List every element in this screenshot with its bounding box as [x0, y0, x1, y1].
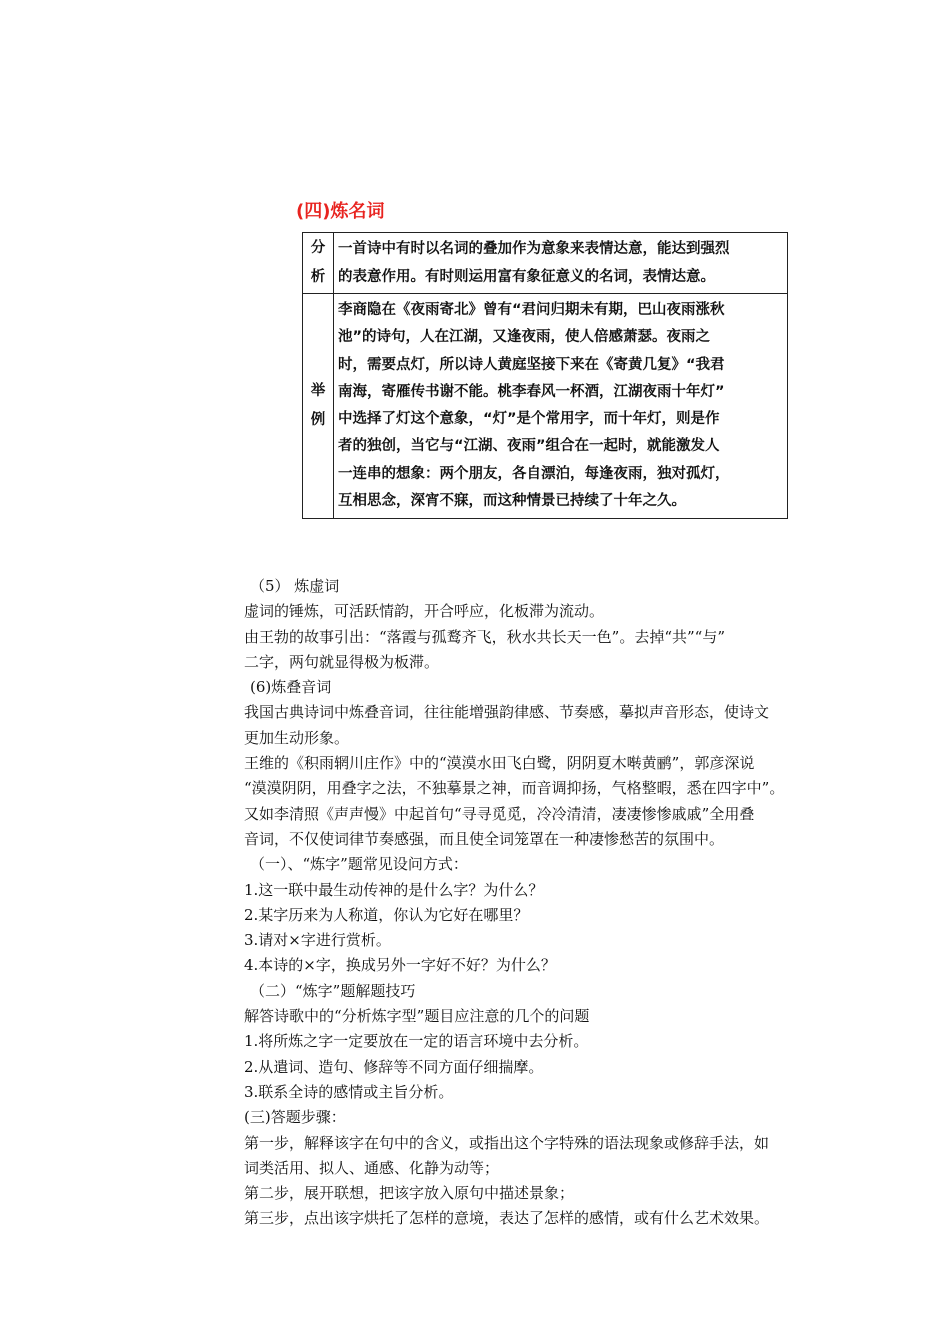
example-content — [334, 294, 788, 519]
content-line: 池”的诗句，人在江湖，又逢夜雨，使人倍感萧瑟。夜雨之 — [338, 329, 711, 346]
list-item: 2.某字历来为人称道，你认为它好在哪里？ — [244, 905, 529, 924]
paragraph-line: 王维的《积雨辋川庄作》中的“漠漠水田飞白鹭，阴阴夏木啭黄鹂”，郭彦深说 — [244, 754, 755, 773]
label-char: 分 — [310, 240, 326, 256]
table-row-analysis — [303, 233, 788, 294]
content-line: 南海，寄雁传书谢不能。桃李春风一杯酒，江湖夜雨十年灯” — [338, 383, 725, 400]
row-label-example — [303, 294, 334, 519]
subheading-answer-steps: (三)答题步骤： — [244, 1108, 346, 1127]
subheading-techniques: （二）“炼字”题解题技巧 — [250, 981, 416, 1000]
analysis-content — [334, 233, 788, 294]
content-line: 时，需要点灯，所以诗人黄庭坚接下来在《寄黄几复》“我君 — [338, 356, 725, 373]
list-item: 1.将所炼之字一定要放在一定的语言环境中去分析。 — [244, 1032, 589, 1051]
paragraph-line: 又如李清照《声声慢》中起首句“寻寻觅觅，冷冷清清，凄凄惨惨戚戚”全用叠 — [244, 804, 755, 823]
paragraph-line: 词类活用、拟人、通感、化静为动等； — [244, 1158, 500, 1177]
list-item: 2.从遣词、造句、修辞等不同方面仔细揣摩。 — [244, 1057, 544, 1076]
analysis-table — [302, 232, 788, 519]
content-line: 一首诗中有时以名词的叠加作为意象来表情达意，能达到强烈 — [338, 241, 730, 257]
row-label-analysis — [303, 233, 334, 294]
paragraph-line: 第一步，解释该字在句中的含义，或指出这个字特殊的语法现象或修辞手法，如 — [244, 1133, 770, 1152]
content-line: 李商隐在《夜雨寄北》曾有“君问归期未有期，巴山夜雨涨秋 — [338, 302, 725, 318]
content-line: 互相思念，深宵不寐，而这种情景已持续了十年之久。 — [338, 493, 686, 510]
content-line: 的表意作用。有时则运用富有象征意义的名词，表情达意。 — [338, 269, 715, 285]
paragraph-line: 解答诗歌中的“分析炼字型”题目应注意的几个的问题 — [244, 1007, 590, 1026]
list-item: 3.请对×字进行赏析。 — [244, 931, 391, 950]
list-item: 4.本诗的×字，换成另外一字好不好？为什么？ — [244, 956, 556, 975]
paragraph-line: 二字，两句就显得极为板滞。 — [244, 652, 440, 671]
paragraph-line: 由王勃的故事引出：“落霞与孤鹜齐飞，秋水共长天一色”。去掉“共”“与” — [244, 627, 726, 646]
paragraph-line: 第二步，展开联想，把该字放入原句中描述景象； — [244, 1184, 575, 1203]
paragraph-line: 虚词的锤炼，可活跃情韵，开合呼应，化板滞为流动。 — [244, 602, 605, 621]
label-char: 例 — [310, 412, 326, 429]
content-line: 一连串的想象：两个朋友，各自漂泊，每逢夜雨，独对孤灯， — [338, 465, 730, 482]
table-row-example — [303, 294, 788, 519]
subheading-reduplicated-words: (6)炼叠音词 — [250, 678, 332, 697]
paragraph-line: 音词，不仅使词律节奏感强，而且使全词笼罩在一种凄惨愁苦的氛围中。 — [244, 829, 725, 848]
label-char: 举 — [310, 383, 326, 400]
content-line: 中选择了灯这个意象，“灯”是个常用字，而十年灯，则是作 — [338, 411, 720, 428]
section-title: (四)炼名词 — [296, 201, 385, 222]
list-item: 1.这一联中最生动传神的是什么字？为什么？ — [244, 880, 544, 899]
subheading-function-words: （5） 炼虚词 — [250, 577, 340, 595]
paragraph-line: 更加生动形象。 — [244, 728, 350, 747]
list-item: 3.联系全诗的感情或主旨分析。 — [244, 1082, 454, 1101]
paragraph-line: “漠漠阴阴，用叠字之法，不独摹景之神，而音调抑扬，气格整暇，悉在四字中”。 — [244, 779, 785, 798]
label-char: 析 — [310, 269, 326, 285]
paragraph-line: 第三步，点出该字烘托了怎样的意境，表达了怎样的感情，或有什么艺术效果。 — [244, 1209, 770, 1228]
body-text — [244, 574, 824, 1232]
content-line: 者的独创，当它与“江湖、夜雨”组合在一起时，就能激发人 — [338, 438, 720, 455]
paragraph-line: 我国古典诗词中炼叠音词，往往能增强韵律感、节奏感，摹拟声音形态，使诗文 — [244, 703, 770, 722]
subheading-question-types: （一）、“炼字”题常见设问方式： — [250, 855, 468, 874]
